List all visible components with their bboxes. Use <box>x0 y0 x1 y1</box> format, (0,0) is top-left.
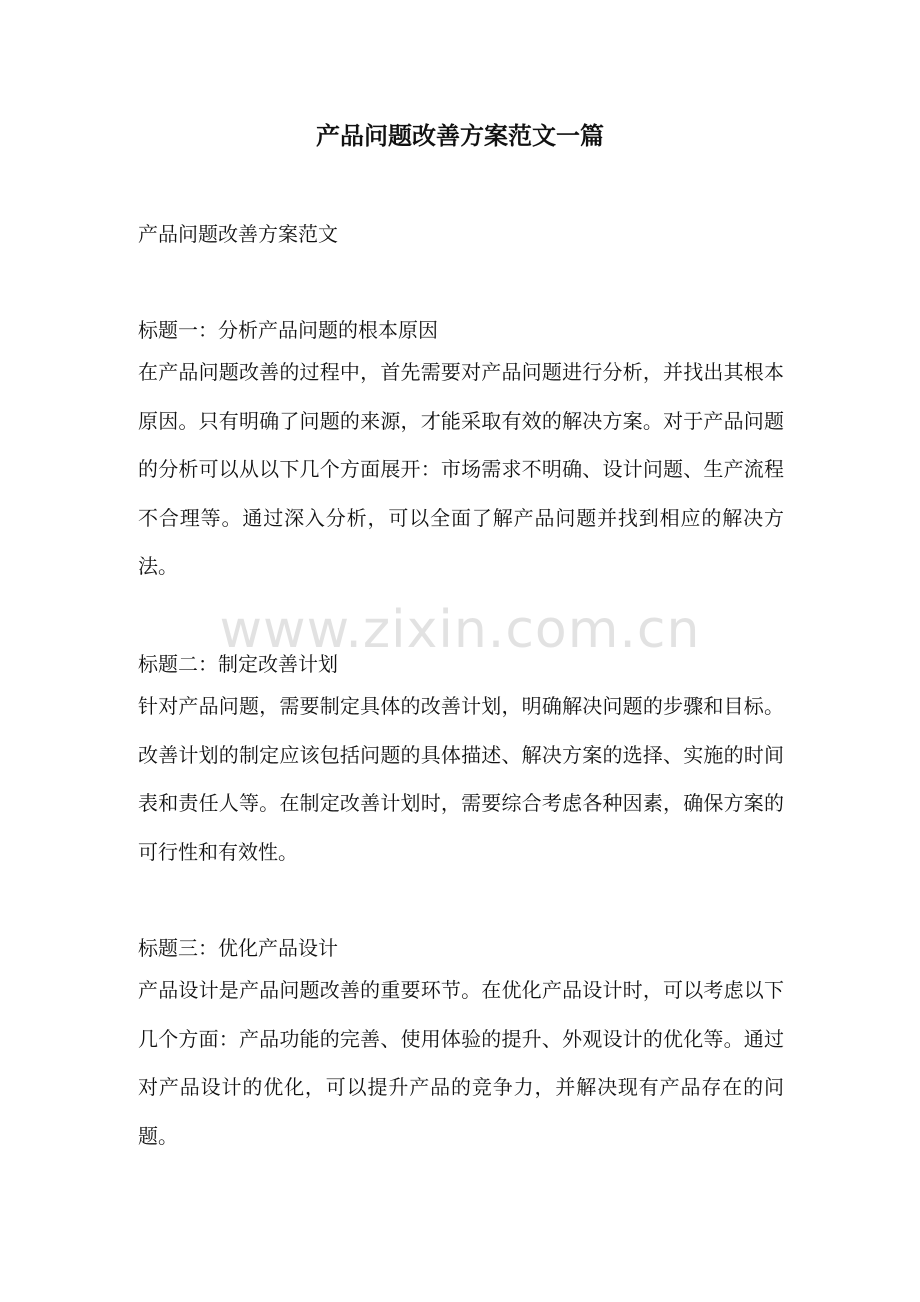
document-subtitle: 产品问题改善方案范文 <box>138 222 338 246</box>
section-body: 产品设计是产品问题改善的重要环节。在优化产品设计时，可以考虑以下几个方面：产品功能的完善、使用体验的提升、外观设计的优化等。通过对产品设计的优化，可以提升产品的竞争力，并解决现有产品存在的问题。 <box>138 978 784 1148</box>
section-body: 在产品问题改善的过程中，首先需要对产品问题进行分析，并找出其根本原因。只有明确了问题的来源，才能采取有效的解决方案。对于产品问题的分析可以从以下几个方面展开：市场需求不明确、设计问题、生产流程不合理等。通过深入分析，可以全面了解产品问题并找到相应的解决方法。 <box>138 360 784 579</box>
watermark: www.zixin.com.cn <box>219 600 701 660</box>
section-2 <box>138 646 784 876</box>
section-heading: 标题三：优化产品设计 <box>138 936 338 960</box>
document-title: 产品问题改善方案范文一篇 <box>316 121 604 150</box>
section-heading: 标题一：分析产品问题的根本原因 <box>138 318 438 342</box>
section-body: 针对产品问题，需要制定具体的改善计划，明确解决问题的步骤和目标。改善计划的制定应该包括问题的具体描述、解决方案的选择、实施的时间表和责任人等。在制定改善计划时，需要综合考虑各种因素，确保方案的可行性和有效性。 <box>138 694 784 864</box>
section-heading: 标题二：制定改善计划 <box>138 652 338 676</box>
section-3 <box>138 930 784 1160</box>
section-1 <box>138 312 784 591</box>
